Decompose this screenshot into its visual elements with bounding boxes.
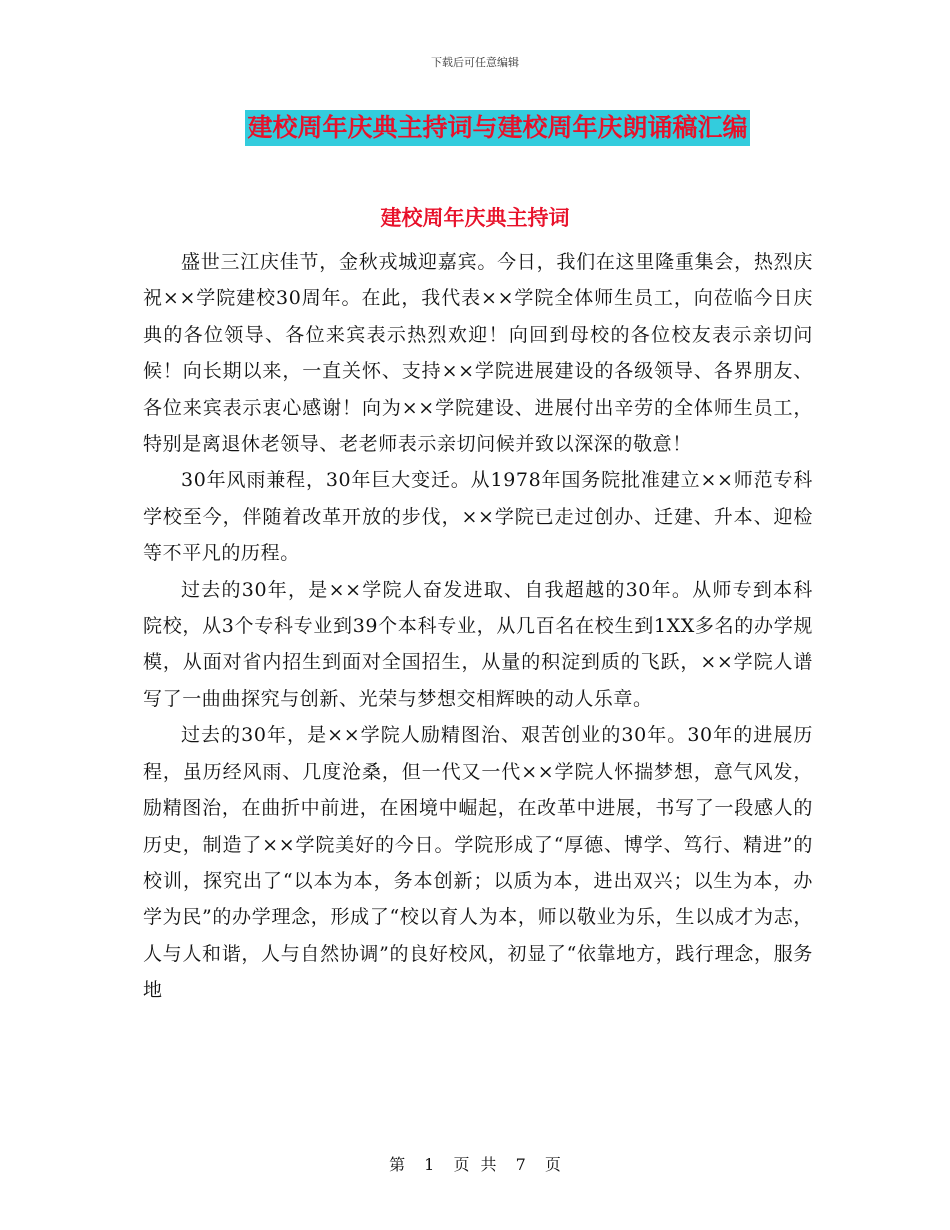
main-title: 建校周年庆典主持词与建校周年庆朗诵稿汇编 bbox=[245, 110, 749, 146]
paragraph: 过去的30年，是××学院人励精图治、艰苦创业的30年。30年的进展历程，虽历经风雨、几度沧桑，但一代又一代××学院人怀揣梦想，意气风发，励精图治，在曲折中前进，在困境中崛起，在改革中进展，书写了一段感人的历史，制造了××学院美好的今日。学院形成了“厚德、博学、笃行、精进”的校训，探究出了“以本为本，务本创新；以质为本，进出双兴；以生为本，办学为民”的办学理念，形成了“校以育人为本，师以敬业为乐，生以成才为志，人与人和谐，人与自然协调”的良好校风，初显了“依靠地方，践行理念，服务地 bbox=[143, 724, 813, 1002]
paragraph: 30年风雨兼程，30年巨大变迁。从1978年国务院批准建立××师范专科学校至今，伴随着改革开放的步伐，××学院已走过创办、迁建、升本、迎检等不平凡的历程。 bbox=[143, 469, 813, 565]
paragraph: 过去的30年，是××学院人奋发进取、自我超越的30年。从师专到本科院校，从3个专科专业到39个本科专业，从几百名在校生到1XX多名的办学规模，从面对省内招生到面对全国招生，从量的积淀到质的飞跃，××学院人谱写了一曲曲探究与创新、光荣与梦想交相辉映的动人乐章。 bbox=[143, 578, 813, 710]
footer-prefix: 第 bbox=[389, 1155, 406, 1174]
body-text bbox=[143, 244, 813, 1009]
sub-title: 建校周年庆典主持词 bbox=[380, 205, 570, 230]
header-note: 下载后可任意编辑 bbox=[431, 56, 519, 69]
paragraph: 盛世三江庆佳节，金秋戎城迎嘉宾。今日，我们在这里隆重集会，热烈庆祝××学院建校30周年。在此，我代表××学院全体师生员工，向莅临今日庆典的各位领导、各位来宾表示热烈欢迎！向回到母校的各位校友表示亲切问候！向长期以来，一直关怀、支持××学院进展建设的各级领导、各界朋友、各位来宾表示衷心感谢！向为××学院建设、进展付出辛劳的全体师生员工，特别是离退休老领导、老老师表示亲切问候并致以深深的敬意！ bbox=[143, 251, 813, 456]
footer-middle: 页 共 bbox=[453, 1155, 497, 1174]
footer-total-pages: 7 bbox=[515, 1155, 526, 1174]
page-footer bbox=[0, 1152, 950, 1175]
main-title-wrap bbox=[0, 110, 950, 146]
footer-suffix: 页 bbox=[544, 1155, 561, 1174]
footer-page-number: 1 bbox=[424, 1155, 435, 1174]
